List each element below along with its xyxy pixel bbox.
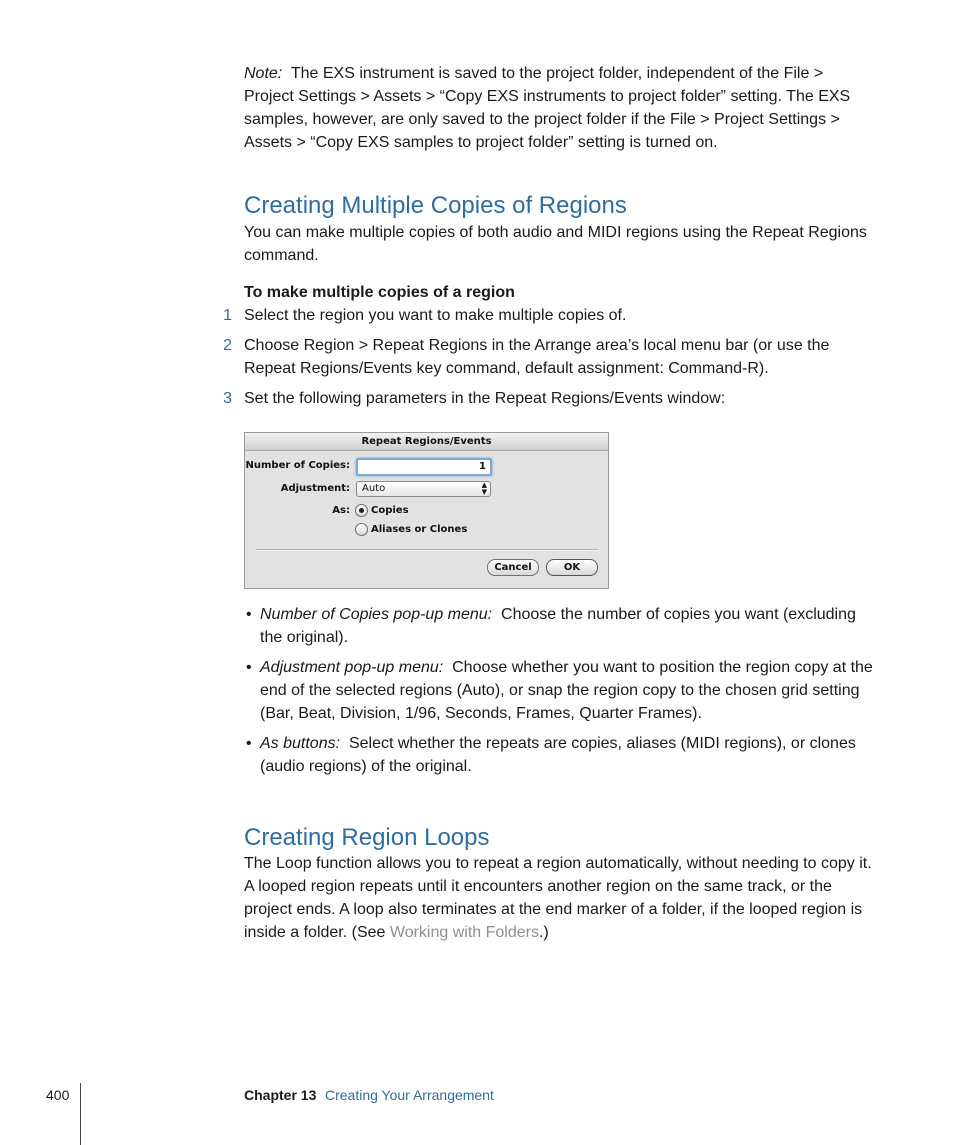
bullet-text-2: Choose whether you want to position the region copy at the end of the selected regions (Auto), or snap the region copy to the chosen grid setting (Bar, Beat, Division, 1/96, Seconds, Frames, Quarter Frames). <box>260 659 873 722</box>
footer-chapter: Chapter 13 <box>244 1087 317 1103</box>
bullet-text-3: Select whether the repeats are copies, aliases (MIDI regions), or clones (audio regions) of the original. <box>260 735 856 775</box>
working-with-folders-link[interactable]: Working with Folders <box>389 924 539 941</box>
bullet-mark-1: • <box>246 606 252 623</box>
updown-arrows-icon: ▲ ▼ <box>481 481 487 496</box>
radio-aliases-label: Aliases or Clones <box>371 524 468 535</box>
note-paragraph <box>244 62 876 154</box>
section2-text-before: The Loop function allows you to repeat a region automatically, without needing to copy it. A looped region repeats until it encounters another region on the same track, or the project ends. A loop also terminates at the end marker of a folder, if the looped region is inside a folder. (See <box>244 855 872 941</box>
dialog-title: Repeat Regions/Events <box>245 433 608 451</box>
as-label: As: <box>332 505 350 516</box>
page-number: 400 <box>46 1087 70 1103</box>
section-title-multiple-copies: Creating Multiple Copies of Regions <box>244 192 627 219</box>
ok-button[interactable]: OK <box>546 559 598 576</box>
bullet-mark-3: • <box>246 735 252 752</box>
bullet-item-3 <box>260 732 876 778</box>
bullet-item-2 <box>260 656 876 725</box>
step-number-3: 3 <box>223 390 232 407</box>
copies-input[interactable]: 1 <box>356 458 492 476</box>
radio-copies-label: Copies <box>371 505 409 516</box>
dialog-separator <box>256 549 598 551</box>
adjustment-select[interactable] <box>356 481 491 497</box>
section2-text-after: .) <box>538 924 549 941</box>
note-text: The EXS instrument is saved to the project folder, independent of the File > Project Settings > Assets > “Copy EXS instruments to project folder” setting. The EXS samples, however, are only saved to the project folder if the File > Project Settings > Assets > “Copy EXS samples to project folder” setting is turned on. <box>244 65 851 151</box>
footer-chapter-title: Creating Your Arrangement <box>325 1087 494 1103</box>
section2-paragraph <box>244 852 876 944</box>
section1-intro: You can make multiple copies of both audio and MIDI regions using the Repeat Regions command. <box>244 224 867 264</box>
bullet-term-2: Adjustment pop-up menu: <box>260 659 444 676</box>
step-text-1: Select the region you want to make multiple copies of. <box>244 307 627 324</box>
cancel-button[interactable]: Cancel <box>487 559 539 576</box>
task-title: To make multiple copies of a region <box>244 284 515 301</box>
bullet-term-3: As buttons: <box>260 735 341 752</box>
bullet-item-1 <box>260 603 876 649</box>
step-number-1: 1 <box>223 307 232 324</box>
step-number-2: 2 <box>223 337 232 354</box>
adjustment-label: Adjustment: <box>280 483 350 494</box>
step-text-3: Set the following parameters in the Repeat Regions/Events window: <box>244 390 726 407</box>
section-title-region-loops: Creating Region Loops <box>244 824 490 851</box>
radio-aliases[interactable] <box>355 523 368 536</box>
adjustment-value: Auto <box>362 483 386 494</box>
copies-label: Number of Copies: <box>245 460 350 471</box>
bullet-term-1: Number of Copies pop-up menu: <box>260 606 493 623</box>
repeat-regions-dialog <box>244 432 609 589</box>
bullet-mark-2: • <box>246 659 252 676</box>
footer-rule <box>80 1083 81 1145</box>
radio-copies[interactable] <box>355 504 368 517</box>
bullet-text-1: Choose the number of copies you want (excluding the original). <box>260 606 856 646</box>
step-text-2: Choose Region > Repeat Regions in the Arrange area’s local menu bar (or use the Repeat Regions/Events key command, default assignment: Command-R). <box>244 337 830 377</box>
note-label: Note: <box>244 65 283 82</box>
